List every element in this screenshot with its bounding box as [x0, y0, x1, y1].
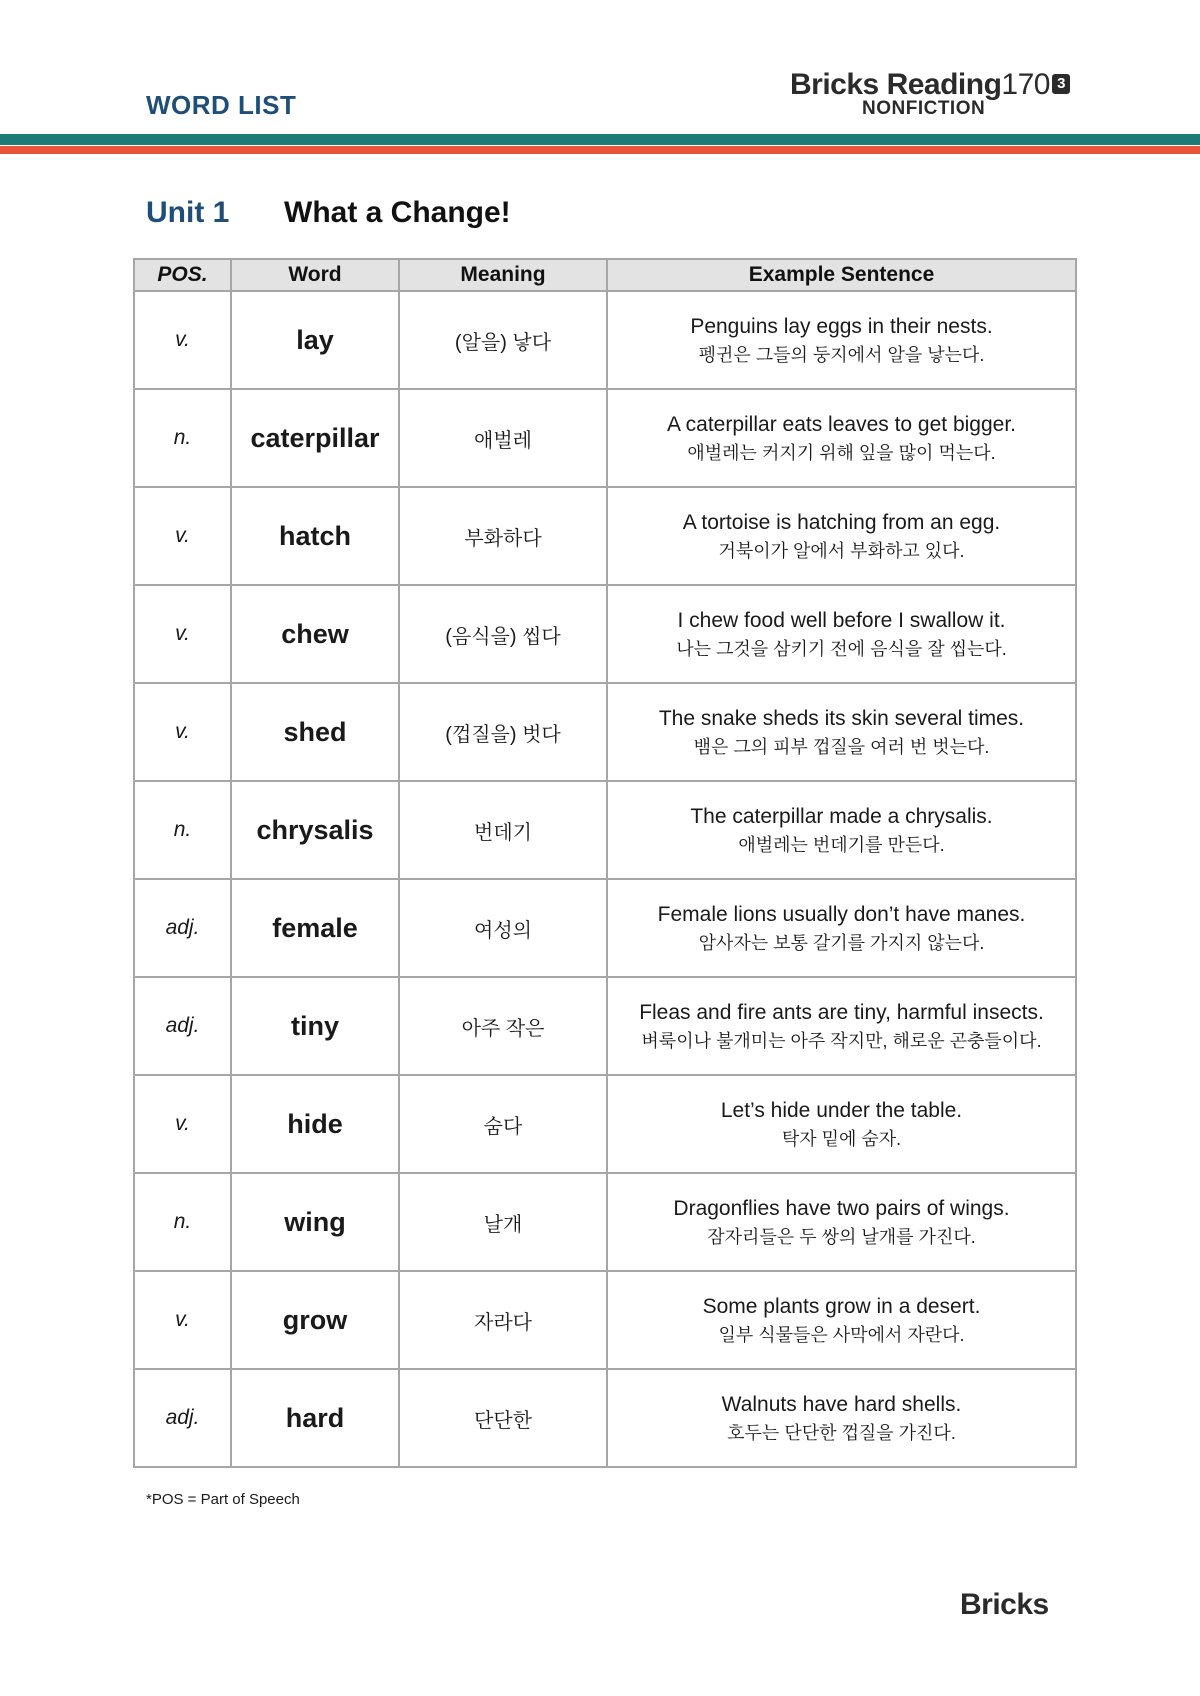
table-row	[134, 291, 1076, 389]
table-row	[134, 487, 1076, 585]
example-english: Dragonflies have two pairs of wings.	[673, 1197, 1010, 1220]
example-english: Female lions usually don’t have manes.	[657, 903, 1026, 926]
example-cell	[607, 1075, 1076, 1173]
logo-number: 170	[1001, 68, 1050, 101]
word-cell: chrysalis	[231, 781, 399, 879]
column-header-word: Word	[231, 259, 399, 291]
table-row	[134, 1369, 1076, 1467]
pos-cell: v.	[134, 683, 231, 781]
word-cell: hatch	[231, 487, 399, 585]
word-list-title: WORD LIST	[146, 90, 297, 120]
example-korean: 일부 식물들은 사막에서 자란다.	[718, 1325, 965, 1345]
example-cell	[607, 977, 1076, 1075]
example-english: A tortoise is hatching from an egg.	[682, 511, 1001, 534]
meaning-cell: 자라다	[399, 1271, 607, 1369]
pos-cell: adj.	[134, 1369, 231, 1467]
word-cell: lay	[231, 291, 399, 389]
table-row	[134, 977, 1076, 1075]
example-korean: 암사자는 보통 갈기를 가지지 않는다.	[698, 933, 985, 953]
unit-label: Unit 1	[146, 196, 230, 229]
unit-heading	[146, 196, 511, 230]
word-cell: female	[231, 879, 399, 977]
example-korean: 잠자리들은 두 쌍의 날개를 가진다.	[707, 1227, 976, 1247]
example-english: The caterpillar made a chrysalis.	[690, 805, 993, 828]
example-english: Some plants grow in a desert.	[702, 1295, 981, 1318]
table-row	[134, 389, 1076, 487]
header-band-red	[0, 146, 1200, 154]
pos-cell: adj.	[134, 879, 231, 977]
example-korean: 나는 그것을 삼키기 전에 음식을 잘 씹는다.	[676, 639, 1007, 659]
table-row	[134, 781, 1076, 879]
example-cell	[607, 1271, 1076, 1369]
logo-subtitle: NONFICTION	[862, 98, 986, 119]
pos-cell: adj.	[134, 977, 231, 1075]
pos-cell: v.	[134, 1271, 231, 1369]
example-english: Walnuts have hard shells.	[721, 1393, 962, 1416]
pos-cell: n.	[134, 781, 231, 879]
example-english: I chew food well before I swallow it.	[677, 609, 1006, 632]
example-cell	[607, 585, 1076, 683]
example-korean: 뱀은 그의 피부 껍질을 여러 번 벗는다.	[693, 737, 990, 757]
example-cell	[607, 683, 1076, 781]
example-korean: 애벌레는 커지기 위해 잎을 많이 먹는다.	[687, 443, 996, 463]
meaning-cell: 애벌레	[399, 389, 607, 487]
example-cell	[607, 781, 1076, 879]
example-english: The snake sheds its skin several times.	[658, 707, 1025, 730]
table-row	[134, 585, 1076, 683]
word-table	[133, 258, 1077, 1468]
example-cell	[607, 1173, 1076, 1271]
pos-cell: v.	[134, 585, 231, 683]
table-header-row	[134, 259, 1076, 291]
word-cell: hard	[231, 1369, 399, 1467]
word-cell: wing	[231, 1173, 399, 1271]
pos-footnote: *POS = Part of Speech	[146, 1491, 300, 1508]
table-row	[134, 683, 1076, 781]
unit-title: What a Change!	[284, 196, 511, 229]
example-korean: 애벌레는 번데기를 만든다.	[738, 835, 945, 855]
meaning-cell: 날개	[399, 1173, 607, 1271]
table-row	[134, 1271, 1076, 1369]
column-header-pos: POS.	[134, 259, 231, 291]
pos-cell: v.	[134, 291, 231, 389]
table-row	[134, 1075, 1076, 1173]
example-cell	[607, 389, 1076, 487]
meaning-cell: (껍질을) 벗다	[399, 683, 607, 781]
pos-cell: n.	[134, 389, 231, 487]
word-cell: caterpillar	[231, 389, 399, 487]
meaning-cell: (음식을) 씹다	[399, 585, 607, 683]
logo-main	[790, 68, 1100, 102]
meaning-cell: 번데기	[399, 781, 607, 879]
table-row	[134, 1173, 1076, 1271]
column-header-example: Example Sentence	[607, 259, 1076, 291]
word-cell: hide	[231, 1075, 399, 1173]
word-cell: tiny	[231, 977, 399, 1075]
table-row	[134, 879, 1076, 977]
example-korean: 탁자 밑에 숨자.	[781, 1129, 902, 1149]
example-english: Fleas and fire ants are tiny, harmful insects.	[639, 1001, 1044, 1024]
column-header-meaning: Meaning	[399, 259, 607, 291]
logo-brand: Bricks Reading	[790, 68, 1002, 101]
example-english: Penguins lay eggs in their nests.	[690, 315, 993, 338]
meaning-cell: 부화하다	[399, 487, 607, 585]
meaning-cell: 아주 작은	[399, 977, 607, 1075]
meaning-cell: 여성의	[399, 879, 607, 977]
example-cell	[607, 487, 1076, 585]
example-english: Let’s hide under the table.	[720, 1099, 963, 1122]
bricks-reading-logo	[790, 68, 1100, 120]
example-cell	[607, 1369, 1076, 1467]
meaning-cell: (알을) 낳다	[399, 291, 607, 389]
word-cell: shed	[231, 683, 399, 781]
pos-cell: v.	[134, 1075, 231, 1173]
header-band-teal	[0, 134, 1200, 145]
example-korean: 벼룩이나 불개미는 아주 작지만, 해로운 곤충들이다.	[641, 1031, 1042, 1051]
word-cell: chew	[231, 585, 399, 683]
logo-level-badge: 3	[1052, 74, 1070, 94]
meaning-cell: 숨다	[399, 1075, 607, 1173]
bricks-footer-logo: Bricks	[960, 1588, 1049, 1621]
example-korean: 호두는 단단한 껍질을 가진다.	[727, 1423, 956, 1443]
example-english: A caterpillar eats leaves to get bigger.	[666, 413, 1017, 436]
meaning-cell: 단단한	[399, 1369, 607, 1467]
example-korean: 거북이가 알에서 부화하고 있다.	[718, 541, 965, 561]
example-cell	[607, 879, 1076, 977]
example-cell	[607, 291, 1076, 389]
pos-cell: n.	[134, 1173, 231, 1271]
example-korean: 펭귄은 그들의 둥지에서 알을 낳는다.	[698, 345, 985, 365]
pos-cell: v.	[134, 487, 231, 585]
word-cell: grow	[231, 1271, 399, 1369]
